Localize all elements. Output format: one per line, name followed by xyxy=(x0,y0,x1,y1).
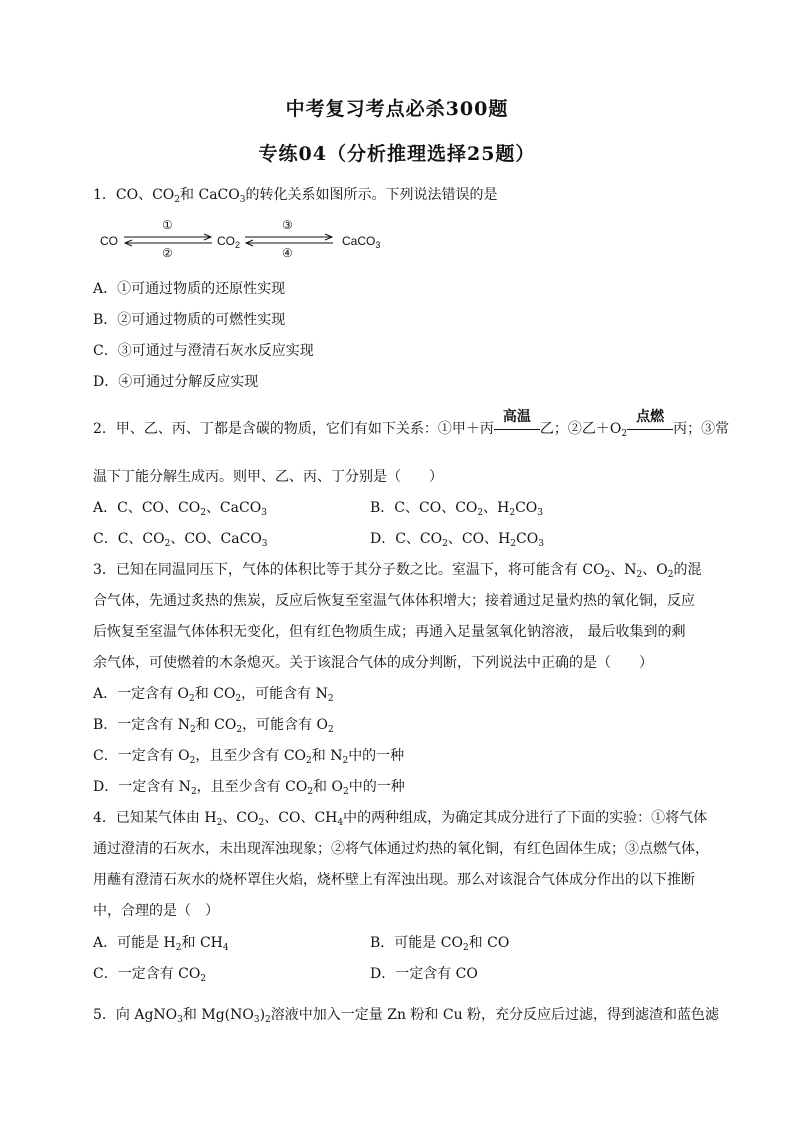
conversion-diagram xyxy=(100,218,400,264)
diagram-label-2: ② xyxy=(162,246,173,260)
question-2-option-c: C．C、$CO_2$、CO、CaCO$_3$ xyxy=(93,531,268,549)
question-2-option-b: B．C、CO、$CO_2$、$H_2CO_3$ xyxy=(370,500,544,518)
question-5-stem-line-1: 5．向 AgNO$_3$和 $Mg(NO_3)_2$溶液中加入一定量 Zn 粉和 Cu 粉，充分反应后过滤，得到滤渣和蓝色滤 xyxy=(93,1007,720,1025)
diagram-node-co: CO xyxy=(100,234,118,248)
question-2-option-a: A．C、CO、$CO_2$、CaCO$_3$ xyxy=(93,500,267,518)
page-subtitle: 专练04（分析推理选择25题） xyxy=(258,143,536,165)
question-2-stem-line-1: 2．甲、乙、丙、丁都是含碳的物质，它们有如下关系：①甲＋丙 高温 乙；②乙$+O_2$ 点燃 丙；③常 xyxy=(93,409,730,439)
arrow-pair-3-4 xyxy=(243,233,335,247)
question-1-option-b: B．②可通过物质的可燃性实现 xyxy=(93,312,286,328)
question-4-stem-line-2: 通过澄清的石灰水，未出现浑浊现象；②将气体通过灼热的氧化铜，有红色固体生成；③点燃气体， xyxy=(93,841,709,857)
question-3-option-d: D．一定含有 $N_2$，且至少含有 $CO_2$和 $O_2$中的一种 xyxy=(93,779,405,797)
arrow-pair-1-2 xyxy=(122,233,214,247)
question-3-stem-line-4: 余气体，可使燃着的木条熄灭。关于该混合气体的成分判断，下列说法中正确的是（ ） xyxy=(93,655,653,671)
reaction-arrow-high-temp: 高温 xyxy=(494,421,540,437)
question-1-option-d: D．④可通过分解反应实现 xyxy=(93,374,259,390)
question-1-stem: 1．CO、$CO_2$和 CaCO$_3$的转化关系如图所示。下列说法错误的是 xyxy=(93,187,498,205)
reaction-arrow-ignite: 点燃 xyxy=(627,421,673,437)
question-1-option-c: C．③可通过与澄清石灰水反应实现 xyxy=(93,343,314,359)
question-4-stem-line-1: 4．已知某气体由 $H_2$、$CO_2$、CO、$CH_4$中的两种组成，为确定其成分进行了下面的实验：①将气体 xyxy=(93,810,708,828)
diagram-node-co2: $CO_2$ xyxy=(217,234,241,250)
question-2-stem-line-2: 温下丁能分解生成丙。则甲、乙、丙、丁分别是（ ） xyxy=(93,469,443,485)
question-3-option-c: C．一定含有 $O_2$，且至少含有 $CO_2$和 $N_2$中的一种 xyxy=(93,748,405,766)
diagram-label-3: ③ xyxy=(282,218,293,232)
question-4-option-b: B．可能是 $CO_2$和 CO xyxy=(370,935,510,953)
question-4-option-c: C．一定含有 $CO_2$ xyxy=(93,966,207,984)
question-3-option-b: B．一定含有 $N_2$和 $CO_2$，可能含有 $O_2$ xyxy=(93,717,334,735)
question-3-option-a: A．一定含有 $O_2$和 $CO_2$，可能含有 $N_2$ xyxy=(93,686,334,704)
question-3-stem-line-1: 3．已知在同温同压下，气体的体积比等于其分子数之比。室温下，将可能含有 $CO_2$、$N_2$、$O_2$的混 xyxy=(93,562,702,580)
page-title: 中考复习考点必杀300题 xyxy=(285,98,509,120)
question-4-stem-line-3: 用蘸有澄清石灰水的烧杯罩住火焰，烧杯壁上有浑浊出现。那么对该混合气体成分作出的以下推断 xyxy=(93,872,695,888)
question-4-option-d: D．一定含有 CO xyxy=(370,966,478,982)
question-3-stem-line-3: 后恢复至室温气体体积无变化，但有红色物质生成；再通入足量氢氧化钠溶液， 最后收集到的剩 xyxy=(93,624,686,640)
diagram-node-caco3: CaCO$_3$ xyxy=(342,234,381,250)
question-2-option-d: D．C、$CO_2$、CO、$H_2CO_3$ xyxy=(370,531,544,549)
diagram-label-1: ① xyxy=(162,218,173,232)
question-1-option-a: A．①可通过物质的还原性实现 xyxy=(93,281,286,297)
question-3-stem-line-2: 合气体，先通过炙热的焦炭，反应后恢复至室温气体体积增大；接着通过足量灼热的氧化铜，反应 xyxy=(93,593,695,609)
diagram-label-4: ④ xyxy=(282,246,293,260)
question-4-stem-line-4: 中，合理的是（ ） xyxy=(93,903,219,919)
question-4-option-a: A．可能是 $H_2$和 $CH_4$ xyxy=(93,935,229,953)
